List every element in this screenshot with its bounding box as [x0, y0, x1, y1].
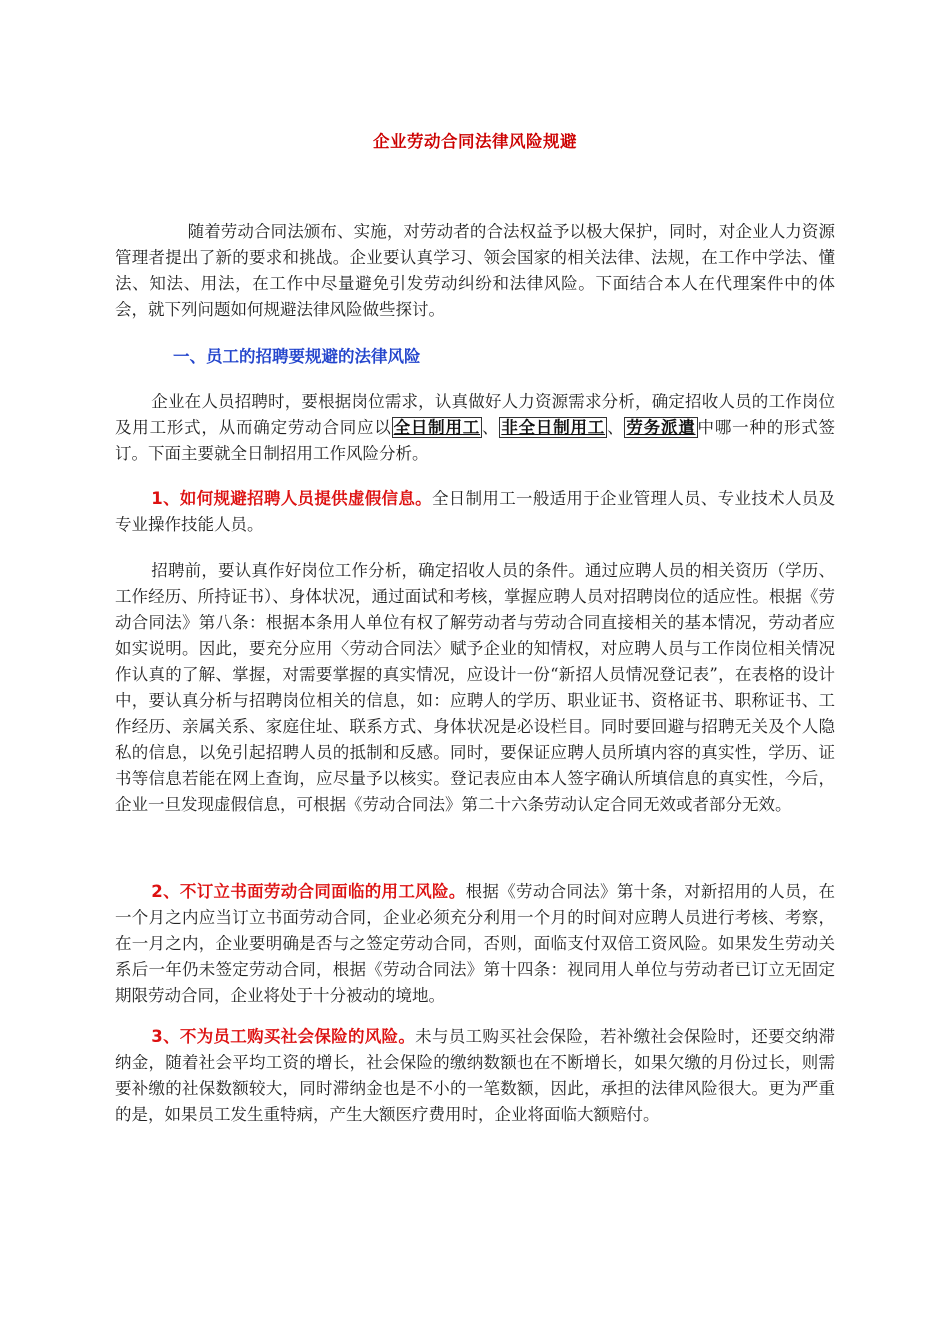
term-separator: 、	[482, 418, 500, 437]
employment-form-text-before: 企业在人员招聘时，要根据岗位需求，认真做好人力资源需求分析，确定招收人员的工作岗位及用工形式，从而确定劳动合同应以	[115, 392, 835, 437]
employment-form-paragraph	[115, 389, 835, 467]
item-3-paragraph	[115, 1024, 835, 1128]
item-1-paragraph	[115, 486, 835, 538]
document-title: 企业劳动合同法律风险规避	[373, 132, 577, 151]
term-part-time: 非全日制用工	[501, 418, 606, 437]
pre-recruitment-paragraph: 招聘前，要认真作好岗位工作分析，确定招收人员的条件。通过应聘人员的相关资历（学历、工作经历、所持证书）、身体状况，通过面试和考核，掌握应聘人员对招聘岗位的适应性。根据《劳动合同法》第八条：根据本条用人单位有权了解劳动者与劳动合同直接相关的基本情况，劳动者应如实说明。因此，要充分应用〈劳动合同法〉赋予企业的知情权，对应聘人员与工作岗位相关情况作认真的了解、掌握，对需要掌握的真实情况，应设计一份“新招人员情况登记表”，在表格的设计中，要认真分析与招聘岗位相关的信息，如：应聘人的学历、职业证书、资格证书、职称证书、工作经历、亲属关系、家庭住址、联系方式、身体状况是必设栏目。同时要回避与招聘无关及个人隐私的信息，以免引起招聘人员的抵制和反感。同时，要保证应聘人员所填内容的真实性，学历、证书等信息若能在网上查询，应尽量予以核实。登记表应由本人签字确认所填信息的真实性，今后，企业一旦发现虚假信息，可根据《劳动合同法》第二十六条劳动认定合同无效或者部分无效。	[115, 561, 835, 814]
item-2-body: 根据《劳动合同法》第十条，对新招用的人员，在一个月之内应当订立书面劳动合同，企业必须充分利用一个月的时间对应聘人员进行考核、考察，在一月之内，企业要明确是否与之签定劳动合同，否则，面临支付双倍工资风险。如果发生劳动关系后一年仍未签定劳动合同，根据《劳动合同法》第十四条：视同用人单位与劳动者已订立无固定期限劳动合同，企业将处于十分被动的境地。	[115, 882, 836, 1005]
item-2-paragraph	[115, 879, 835, 1009]
item-1-body: 全日制用工一般适用于企业管理人员、专业技术人员及专业操作技能人员。	[115, 489, 836, 534]
term-full-time: 全日制用工	[393, 418, 481, 437]
term-labor-dispatch: 劳务派遣	[626, 418, 696, 437]
employment-form-text-after: 中哪一种的形式签订。下面主要就全日制招用工作风险分析。	[115, 418, 836, 463]
item-2-lead: 2、不订立书面劳动合同面临的用工风险。	[151, 882, 466, 901]
item-1-lead: 1、如何规避招聘人员提供虚假信息。	[151, 489, 432, 508]
item-3-body: 未与员工购买社会保险，若补缴社会保险时，还要交纳滞纳金，随着社会平均工资的增长，社会保险的缴纳数额也在不断增长，如果欠缴的月份过长，则需要补缴的社保数额较大，同时滞纳金也是不小的一笔数额，因此，承担的法律风险很大。更为严重的是，如果员工发生重特病，产生大额医疗费用时，企业将面临大额赔付。	[115, 1027, 836, 1124]
item-3-lead: 3、不为员工购买社会保险的风险。	[151, 1027, 416, 1046]
term-separator: 、	[607, 418, 625, 437]
section-heading-recruitment: 一、员工的招聘要规避的法律风险	[173, 347, 421, 366]
intro-paragraph: 随着劳动合同法颁布、实施，对劳动者的合法权益予以极大保护，同时，对企业人力资源管理者提出了新的要求和挑战。企业要认真学习、领会国家的相关法律、法规，在工作中学法、懂法、知法、用法，在工作中尽量避免引发劳动纠纷和法律风险。下面结合本人在代理案件中的体会，就下列问题如何规避法律风险做些探讨。	[115, 222, 835, 319]
